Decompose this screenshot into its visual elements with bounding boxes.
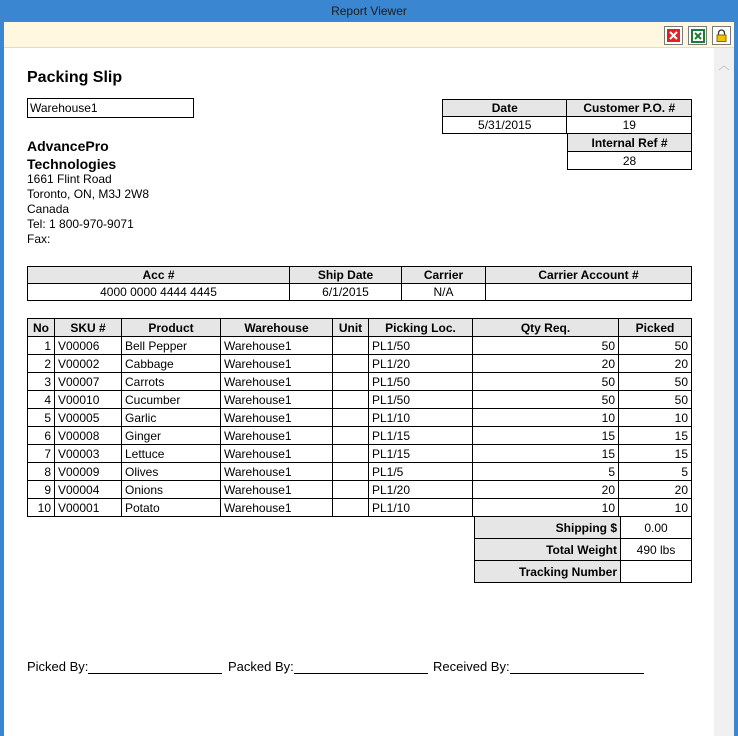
- item-picking-loc: PL1/20: [369, 355, 473, 373]
- packed-by-field: [228, 659, 428, 674]
- item-warehouse: Warehouse1: [221, 445, 333, 463]
- item-picked: 50: [619, 373, 692, 391]
- export-excel-button[interactable]: [688, 26, 707, 45]
- shipping-label: Shipping $: [475, 517, 621, 539]
- lock-icon: [715, 29, 728, 42]
- po-value: 19: [567, 117, 692, 134]
- address-line: Canada: [27, 202, 70, 216]
- table-row: [28, 463, 692, 481]
- table-row: [28, 445, 692, 463]
- internal-ref-table: [567, 133, 692, 170]
- item-picking-loc: PL1/5: [369, 463, 473, 481]
- item-picked: 20: [619, 481, 692, 499]
- item-picked: 15: [619, 427, 692, 445]
- item-picking-loc: PL1/15: [369, 427, 473, 445]
- toolbar: [4, 22, 734, 48]
- item-picking-loc: PL1/50: [369, 373, 473, 391]
- carrier-account-value: [486, 284, 692, 301]
- tracking-number-value: [621, 561, 692, 583]
- item-warehouse: Warehouse1: [221, 409, 333, 427]
- item-warehouse: Warehouse1: [221, 481, 333, 499]
- item-no: 2: [28, 355, 55, 373]
- table-row: [28, 391, 692, 409]
- address-line: Fax:: [27, 232, 51, 246]
- picked-by-field: [27, 659, 222, 674]
- item-qty-req: 50: [473, 373, 619, 391]
- item-picked: 50: [619, 391, 692, 409]
- item-picking-loc: PL1/15: [369, 445, 473, 463]
- company-name: [27, 137, 116, 173]
- received-by-field: [433, 659, 644, 674]
- window-border: [734, 22, 738, 736]
- date-header: Date: [443, 100, 567, 117]
- item-warehouse: Warehouse1: [221, 337, 333, 355]
- item-product: Lettuce: [122, 445, 221, 463]
- item-product: Potato: [122, 499, 221, 517]
- address-line: Tel: 1 800-970-9071: [27, 217, 134, 231]
- item-no: 8: [28, 463, 55, 481]
- acc-value: 4000 0000 4444 4445: [28, 284, 290, 301]
- table-row: [28, 499, 692, 517]
- received-by-line: [510, 660, 644, 674]
- shipping-table: [27, 266, 692, 301]
- item-no: 10: [28, 499, 55, 517]
- packed-by-label: Packed By:: [228, 659, 294, 674]
- item-picking-loc: PL1/10: [369, 409, 473, 427]
- item-picked: 15: [619, 445, 692, 463]
- item-qty-req: 20: [473, 355, 619, 373]
- table-row: [28, 373, 692, 391]
- item-sku: V00009: [55, 463, 122, 481]
- item-unit: [333, 445, 369, 463]
- table-row: [28, 427, 692, 445]
- item-warehouse: Warehouse1: [221, 499, 333, 517]
- item-unit: [333, 463, 369, 481]
- carrier-header: Carrier: [402, 267, 486, 284]
- col-header-unit: Unit: [333, 319, 369, 337]
- item-unit: [333, 427, 369, 445]
- ship-date-header: Ship Date: [290, 267, 402, 284]
- item-unit: [333, 391, 369, 409]
- item-no: 3: [28, 373, 55, 391]
- received-by-label: Received By:: [433, 659, 510, 674]
- item-product: Bell Pepper: [122, 337, 221, 355]
- col-header-product: Product: [122, 319, 221, 337]
- item-product: Carrots: [122, 373, 221, 391]
- items-table: [27, 318, 692, 517]
- po-header: Customer P.O. #: [567, 100, 692, 117]
- item-picking-loc: PL1/10: [369, 499, 473, 517]
- table-row: [28, 337, 692, 355]
- item-qty-req: 10: [473, 409, 619, 427]
- internal-ref-header: Internal Ref #: [568, 134, 692, 152]
- date-value: 5/31/2015: [443, 117, 567, 134]
- acc-header: Acc #: [28, 267, 290, 284]
- item-picked: 20: [619, 355, 692, 373]
- item-product: Cabbage: [122, 355, 221, 373]
- item-product: Garlic: [122, 409, 221, 427]
- company-name-line1: AdvancePro: [27, 138, 109, 154]
- item-unit: [333, 373, 369, 391]
- warehouse-box: Warehouse1: [27, 98, 194, 118]
- item-picked: 5: [619, 463, 692, 481]
- item-picked: 10: [619, 499, 692, 517]
- report-title: Packing Slip: [27, 69, 123, 86]
- total-weight-value: 490 lbs: [621, 539, 692, 561]
- item-qty-req: 15: [473, 427, 619, 445]
- item-sku: V00003: [55, 445, 122, 463]
- item-picked: 50: [619, 337, 692, 355]
- item-sku: V00001: [55, 499, 122, 517]
- item-no: 5: [28, 409, 55, 427]
- item-no: 6: [28, 427, 55, 445]
- company-name-line2: Technologies: [27, 156, 117, 172]
- close-icon: [667, 29, 680, 42]
- item-product: Ginger: [122, 427, 221, 445]
- item-sku: V00006: [55, 337, 122, 355]
- lock-button[interactable]: [712, 26, 731, 45]
- item-qty-req: 15: [473, 445, 619, 463]
- item-product: Cucumber: [122, 391, 221, 409]
- item-qty-req: 20: [473, 481, 619, 499]
- item-sku: V00005: [55, 409, 122, 427]
- col-header-warehouse: Warehouse: [221, 319, 333, 337]
- item-unit: [333, 355, 369, 373]
- internal-ref-value: 28: [568, 152, 692, 170]
- ship-date-value: 6/1/2015: [290, 284, 402, 301]
- table-row: [28, 409, 692, 427]
- carrier-value: N/A: [402, 284, 486, 301]
- item-sku: V00010: [55, 391, 122, 409]
- address-line: Toronto, ON, M3J 2W8: [27, 187, 150, 201]
- item-no: 9: [28, 481, 55, 499]
- vertical-scrollbar[interactable]: [714, 48, 734, 736]
- item-picking-loc: PL1/20: [369, 481, 473, 499]
- summary-table: [474, 516, 692, 583]
- window-title: Report Viewer: [0, 0, 738, 22]
- picked-by-label: Picked By:: [27, 659, 89, 674]
- col-header-no: No: [28, 319, 55, 337]
- order-info-table: [442, 99, 692, 134]
- item-warehouse: Warehouse1: [221, 463, 333, 481]
- close-report-button[interactable]: [664, 26, 683, 45]
- table-row: [28, 481, 692, 499]
- col-header-sku: SKU #: [55, 319, 122, 337]
- item-no: 4: [28, 391, 55, 409]
- item-product: Onions: [122, 481, 221, 499]
- carrier-account-header: Carrier Account #: [486, 267, 692, 284]
- item-no: 7: [28, 445, 55, 463]
- excel-icon: [691, 29, 705, 43]
- item-unit: [333, 409, 369, 427]
- packed-by-line: [294, 660, 428, 674]
- item-unit: [333, 481, 369, 499]
- item-picked: 10: [619, 409, 692, 427]
- item-sku: V00004: [55, 481, 122, 499]
- scroll-up-icon[interactable]: ︿: [718, 60, 730, 72]
- col-header-qty-req: Qty Req.: [473, 319, 619, 337]
- table-row: [28, 355, 692, 373]
- shipping-value: 0.00: [621, 517, 692, 539]
- item-unit: [333, 337, 369, 355]
- address-line: 1661 Flint Road: [27, 172, 112, 186]
- tracking-number-label: Tracking Number: [475, 561, 621, 583]
- total-weight-label: Total Weight: [475, 539, 621, 561]
- item-sku: V00007: [55, 373, 122, 391]
- item-qty-req: 50: [473, 337, 619, 355]
- item-qty-req: 5: [473, 463, 619, 481]
- item-sku: V00008: [55, 427, 122, 445]
- item-warehouse: Warehouse1: [221, 427, 333, 445]
- item-warehouse: Warehouse1: [221, 391, 333, 409]
- item-product: Olives: [122, 463, 221, 481]
- picked-by-line: [88, 660, 222, 674]
- item-sku: V00002: [55, 355, 122, 373]
- item-picking-loc: PL1/50: [369, 391, 473, 409]
- item-warehouse: Warehouse1: [221, 373, 333, 391]
- item-unit: [333, 499, 369, 517]
- item-no: 1: [28, 337, 55, 355]
- item-qty-req: 10: [473, 499, 619, 517]
- item-warehouse: Warehouse1: [221, 355, 333, 373]
- item-qty-req: 50: [473, 391, 619, 409]
- col-header-picked: Picked: [619, 319, 692, 337]
- item-picking-loc: PL1/50: [369, 337, 473, 355]
- col-header-picking-loc: Picking Loc.: [369, 319, 473, 337]
